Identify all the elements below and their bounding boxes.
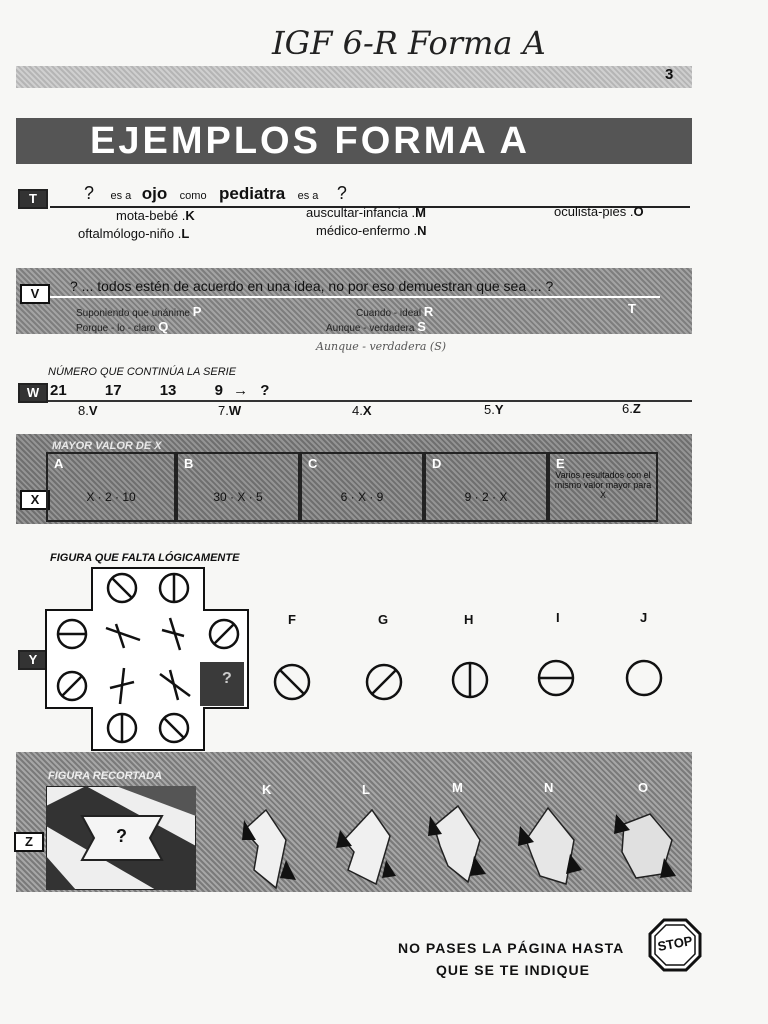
option-letter: L (181, 226, 190, 241)
q-w-heading: NÚMERO QUE CONTINÚA LA SERIE (48, 366, 237, 378)
q-z-option-label-l: L (362, 782, 370, 797)
option-text: 6 · X · 9 (340, 490, 384, 504)
q-t-word-esa-2: es a (297, 190, 319, 202)
q-v-option-p[interactable] (76, 304, 201, 319)
q-z-option-k[interactable] (242, 810, 296, 888)
option-value: 6 (622, 401, 630, 416)
q-z-options-shapes (236, 800, 676, 892)
option-letter: Q (158, 319, 169, 334)
option-value: 4 (352, 403, 360, 418)
q-z-heading: FIGURA RECORTADA (48, 770, 163, 782)
q-w-series (50, 382, 269, 399)
question-label-y: Y (18, 650, 48, 670)
question-label-x: X (20, 490, 50, 510)
option-letter: N (417, 223, 427, 238)
question-label-v: V (20, 284, 50, 304)
q-v-handwritten-answer: Aunque - verdadera (S) (316, 340, 447, 353)
option-letter: E (556, 456, 565, 471)
q-y-option-label-j: J (640, 610, 648, 625)
q-z-option-label-m: M (452, 780, 463, 795)
series-value: 13 (159, 382, 177, 399)
option-letter: S (417, 319, 426, 334)
q-w-option-v[interactable]: 8.V (78, 403, 98, 418)
q-x-option-c[interactable] (300, 452, 424, 522)
option-text: Varios resultados con el mismo valor mayor para X (554, 470, 652, 500)
option-letter: B (184, 456, 194, 471)
q-v-option-r[interactable] (356, 304, 433, 319)
option-text: auscultar-infancia (306, 205, 408, 220)
footer-line-1: NO PASES LA PÁGINA HASTA (398, 940, 625, 956)
q-t-word-ojo: ojo (141, 184, 168, 203)
option-text: oftalmólogo-niño (78, 226, 175, 241)
q-t-question (84, 183, 347, 204)
q-y-options-shapes (268, 656, 668, 706)
q-t-option-n[interactable]: médico-enfermo .N (316, 223, 427, 238)
q-z-option-m[interactable] (428, 806, 486, 882)
option-letter: V (88, 403, 98, 418)
q-w-option-w[interactable]: 7.W (218, 403, 242, 418)
option-text: 30 · X · 5 (213, 490, 263, 504)
q-w-option-z[interactable]: 6.Z (622, 401, 641, 416)
q-x-option-a[interactable] (46, 452, 176, 522)
q-t-option-k[interactable]: mota-bebé .K (116, 208, 195, 223)
q-w-option-x[interactable]: 4.X (352, 403, 372, 418)
q-t-option-m[interactable]: auscultar-infancia .M (306, 205, 426, 220)
q-v-option-q[interactable] (76, 319, 168, 334)
option-text: mota-bebé (116, 208, 179, 223)
q-t-unknown-1: ? (84, 183, 95, 203)
q-v-underline (50, 296, 660, 298)
q-z-option-label-n: N (544, 780, 554, 795)
q-x-option-d[interactable] (424, 452, 548, 522)
option-letter: P (192, 304, 202, 319)
option-text: Suponiendo que unánime (76, 308, 190, 319)
series-unknown: ? (260, 382, 270, 399)
q-t-word-pediatra: pediatra (219, 184, 286, 203)
q-v-option-t[interactable] (628, 300, 636, 318)
q-t-unknown-2: ? (336, 183, 347, 203)
option-text: Cuando - ideal (356, 308, 422, 319)
option-text: X · 2 · 10 (86, 490, 136, 504)
q-x-option-b[interactable] (176, 452, 300, 522)
q-y-option-f[interactable] (275, 665, 309, 699)
option-letter: Z (632, 401, 641, 416)
option-letter: K (185, 208, 195, 223)
page-number: 3 (665, 66, 674, 83)
option-text: Aunque - verdadera (326, 323, 415, 334)
q-x-options-row (46, 452, 658, 522)
q-v-question: ? ... todos estén de acuerdo en una idea, no por eso demuestran que sea ... ? (70, 278, 554, 294)
option-value: 5 (484, 402, 492, 417)
option-text: oculista-pies (554, 204, 627, 219)
option-text: 9 · 2 · X (464, 490, 508, 504)
q-y-option-label-f: F (288, 612, 296, 627)
handwritten-title: IGF 6-R Forma A (272, 24, 546, 62)
banner-title: EJEMPLOS FORMA A (90, 120, 530, 162)
option-letter: D (432, 456, 442, 471)
option-text: Porque - lo - claro (76, 323, 156, 334)
q-x-heading: MAYOR VALOR DE X (52, 440, 162, 452)
option-letter: A (54, 456, 64, 471)
option-letter: Y (494, 402, 504, 417)
q-z-option-label-o: O (638, 780, 649, 795)
q-y-option-g[interactable] (367, 665, 401, 699)
question-label-z: Z (14, 832, 44, 852)
q-y-option-label-g: G (378, 612, 389, 627)
q-z-missing-mark: ? (116, 826, 127, 846)
series-arrow: → (233, 382, 249, 399)
q-t-option-o[interactable]: oculista-pies .O (554, 204, 644, 219)
q-t-word-como: como (179, 190, 207, 202)
q-z-option-o[interactable] (614, 814, 676, 878)
footer-line-2: QUE SE TE INDIQUE (436, 962, 590, 978)
series-value: 21 (50, 382, 67, 399)
q-y-missing-mark: ? (222, 670, 232, 687)
option-letter: O (633, 204, 644, 219)
q-y-heading: FIGURA QUE FALTA LÓGICAMENTE (50, 552, 240, 564)
q-z-option-label-k: K (262, 782, 272, 797)
option-value: 7 (218, 403, 226, 418)
question-label-t: T (18, 189, 48, 209)
q-y-option-label-i: I (556, 610, 560, 625)
series-value: 17 (104, 382, 122, 399)
q-y-option-label-h: H (464, 612, 474, 627)
q-t-option-l[interactable]: oftalmólogo-niño .L (78, 226, 190, 241)
stop-sign-text: STOP (656, 933, 694, 954)
option-letter: X (362, 403, 372, 418)
q-z-option-n[interactable] (518, 808, 582, 884)
question-label-w: W (18, 383, 48, 403)
q-v-option-s[interactable] (326, 319, 426, 334)
q-z-option-l[interactable] (336, 810, 396, 884)
option-letter: C (308, 456, 318, 471)
series-value: 9 (214, 382, 223, 399)
q-y-option-h[interactable] (453, 663, 487, 697)
q-y-option-j[interactable] (627, 661, 661, 695)
header-strip (16, 66, 692, 88)
option-letter: M (415, 205, 426, 220)
option-letter: T (628, 301, 636, 316)
option-text: médico-enfermo (316, 223, 410, 238)
q-w-underline (48, 400, 692, 402)
option-letter: R (423, 304, 434, 319)
q-y-figure-grid (44, 566, 250, 752)
option-value: 8 (78, 403, 86, 418)
q-y-option-i[interactable] (539, 661, 573, 695)
q-w-option-y[interactable]: 5.Y (484, 402, 504, 417)
q-x-option-e[interactable] (548, 452, 658, 522)
q-t-word-esa-1: es a (110, 190, 132, 202)
option-letter: W (228, 403, 242, 418)
